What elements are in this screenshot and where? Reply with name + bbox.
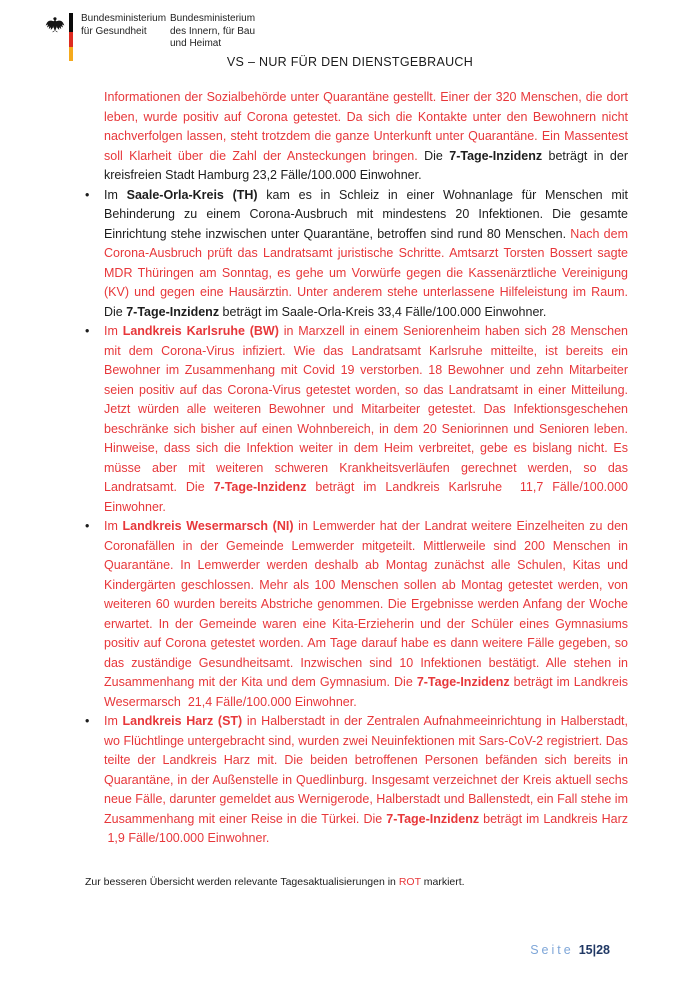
- document-body: [85, 88, 629, 849]
- text-segment: kam es in Schleiz in einer Wohnanlage für Menschen mit Behinderung zu einem Corona-Ausbruch mit mindestens 20 Infektionen. Die gesamte Einrichtung stehe inzwischen unter Quarantäne, betroffen sind rund 80 Menschen.: [104, 187, 629, 241]
- bullet-marker: •: [85, 714, 90, 728]
- text-segment: beträgt im Saale-Orla-Kreis 33,4 Fälle/100.000 Einwohner.: [219, 304, 547, 319]
- text-segment: Nach dem Corona-Ausbruch prüft das Landratsamt juristische Schritte. Amtsarzt Torsten Bossert sagte MDR Thüringen am Sonntag, es gehe um Vorwürfe gegen die Kassenärztliche Vereinigung (KV) und gegen eine Hausärztin. Unter anderem stehe unterlassene Hilfeleistung im Raum.: [104, 226, 628, 299]
- flag-black-segment: [69, 13, 73, 32]
- text-segment: 7-Tage-Inzidenz: [213, 480, 307, 494]
- text-segment: Landkreis Wesermarsch (NI): [122, 519, 294, 533]
- ministry-health-name: [81, 13, 166, 38]
- text-segment: beträgt im Landkreis Harz 1,9 Fälle/100.000 Einwohner.: [104, 811, 628, 845]
- page-number-footer: [530, 943, 610, 957]
- flag-red-segment: [69, 32, 73, 47]
- text-segment: in Marxzell in einem Seniorenheim haben sich 28 Menschen mit dem Corona-Virus infiziert. Wie das Landratsamt Karlsruhe mitteilte, ist bereits ein Bewohner im Zusammenhang mit Covid 19 verstorben. 18 Bewohner und zehn Mitarbeiter seien positiv auf das Corona-Virus getestet worden, so das Landratsamt in einer Mitteilung. Jetzt würden alle weiteren Bewohner und Mitarbeiter getestet. Das Infektionsgeschehen beschränke sich bisher auf einen Wohnbereich, in dem 20 Seniorinnen und Senioren leben. Hinweise, dass sich die Infektion weiter in dem Heim verbreitet, gebe es bislang nicht. Es müsse aber mit weiteren schweren Krankheitsverläufen gerechnet werden, so das Landratsamt. Die: [104, 324, 628, 494]
- page-label: Seite: [530, 943, 574, 957]
- footnote-text-after: markiert.: [420, 876, 465, 888]
- text-segment: 7-Tage-Inzidenz: [449, 148, 543, 163]
- ministry-interior-line3: und Heimat: [170, 38, 222, 49]
- footnote-text-before: Zur besseren Übersicht werden relevante Tagesaktualisierungen in: [85, 876, 399, 888]
- bullet-marker: •: [85, 519, 90, 533]
- bullet-item: [85, 712, 629, 849]
- text-segment: 7-Tage-Inzidenz: [386, 811, 480, 826]
- bullet-item: [85, 322, 628, 517]
- text-segment: in Lemwerder hat der Landrat weitere Einzelheiten zu den Coronafällen in der Gemeinde Lemwerder mitgeteilt. Mittlerweile sind 200 Menschen in Quarantäne. In Lemwerder werden deshalb ab Montag zunächst alle Schulen, Kitas und Kindergärten geschlossen. Mehr als 100 Menschen sollen ab Montag getestet werden, von weiteren 60 wurden bereits Abstriche genommen. Die Ergebnisse werden Anfang der Woche erwartet. In der Gemeinde waren eine Kita-Erzieherin und der Schüler eines Gymnasiums positiv auf Corona getestet worden. Am Tage darauf habe es dann weitere Fälle gegeben, so das zuständige Gesundheitsamt. Inzwischen sind 10 Infektionen bestätigt. Alle stehen in Zusammenhang mit der Kita und dem Gymnasium.: [104, 519, 628, 689]
- paragraph: [104, 88, 628, 186]
- text-segment: Informationen der Sozialbehörde unter Quarantäne gestellt. Einer der 320 Menschen, die dort leben, wurde positiv auf Corona getestet. Da sich die Kontakte unter den Bewohnern nicht nachverfolgen lassen, steht trotzdem die ganze Unterkunft unter Quarantäne. Ein Massentest soll Klarheit über die Zahl der Ansteckungen bringen.: [104, 90, 628, 163]
- text-segment: Im: [104, 187, 127, 202]
- text-segment: Landkreis Karlsruhe (BW): [122, 324, 279, 338]
- text-segment: Saale-Orla-Kreis (TH): [126, 187, 258, 202]
- ministry-health-line2: für Gesundheit: [81, 25, 147, 37]
- text-segment: Die: [394, 675, 417, 689]
- footnote: [85, 876, 465, 888]
- flag-stripe: [69, 13, 73, 61]
- text-segment: 7-Tage-Inzidenz: [416, 675, 510, 689]
- footnote-rot-highlight: ROT: [398, 876, 421, 888]
- text-segment: in Halberstadt in der Zentralen Aufnahmeeinrichtung in Halberstadt, wo Flüchtlinge untergebracht sind, wurden zwei Neuinfektionen mit Sars-CoV-2 registriert. Das teilte der Landkreis Harz mit. Die beiden betroffenen Personen befänden sich bereits in Quarantäne, in der Außenstelle in Quedlinburg. Insgesamt verzeichnet der Kreis aktuell sechs neue Fälle, darunter gemeldet aus Wernigerode, Halberstadt und Ballenstedt, ein Fall stehe im Zusammenhang mit einer Reise in die Türkei.: [104, 714, 629, 826]
- text-segment: Die: [363, 811, 387, 826]
- ministry-interior-name: [170, 13, 255, 51]
- bullet-marker: •: [85, 324, 90, 338]
- bullet-item: [85, 186, 629, 323]
- text-segment: Die: [104, 304, 127, 319]
- ministry-logo-health: [44, 13, 166, 61]
- text-segment: Im: [104, 324, 123, 338]
- ministry-interior-line1: Bundesministerium: [170, 13, 256, 24]
- bullet-item: [85, 517, 629, 712]
- text-segment: Im: [104, 519, 123, 533]
- text-segment: beträgt in der kreisfreien Stadt Hamburg 23,2 Fälle/100.000 Einwohner.: [104, 148, 628, 182]
- ministry-health-line1: Bundesministerium: [81, 13, 167, 24]
- text-segment: beträgt im Landkreis Wesermarsch 21,4 Fälle/100.000 Einwohner.: [104, 675, 629, 709]
- page-number: 15|28: [578, 943, 610, 957]
- text-segment: 7-Tage-Inzidenz: [126, 304, 220, 319]
- text-segment: beträgt im Landkreis Karlsruhe 11,7 Fälle/100.000 Einwohner.: [104, 480, 628, 514]
- text-segment: Im: [104, 714, 123, 728]
- text-segment: Landkreis Harz (ST): [122, 714, 243, 728]
- bullet-marker: •: [85, 187, 90, 202]
- text-segment: Die: [424, 148, 450, 163]
- ministry-interior-line2: des Innern, für Bau: [170, 25, 256, 37]
- federal-eagle-icon: [44, 13, 66, 35]
- classification-header: VS – NUR FÜR DEN DIENSTGEBRAUCH: [226, 55, 474, 69]
